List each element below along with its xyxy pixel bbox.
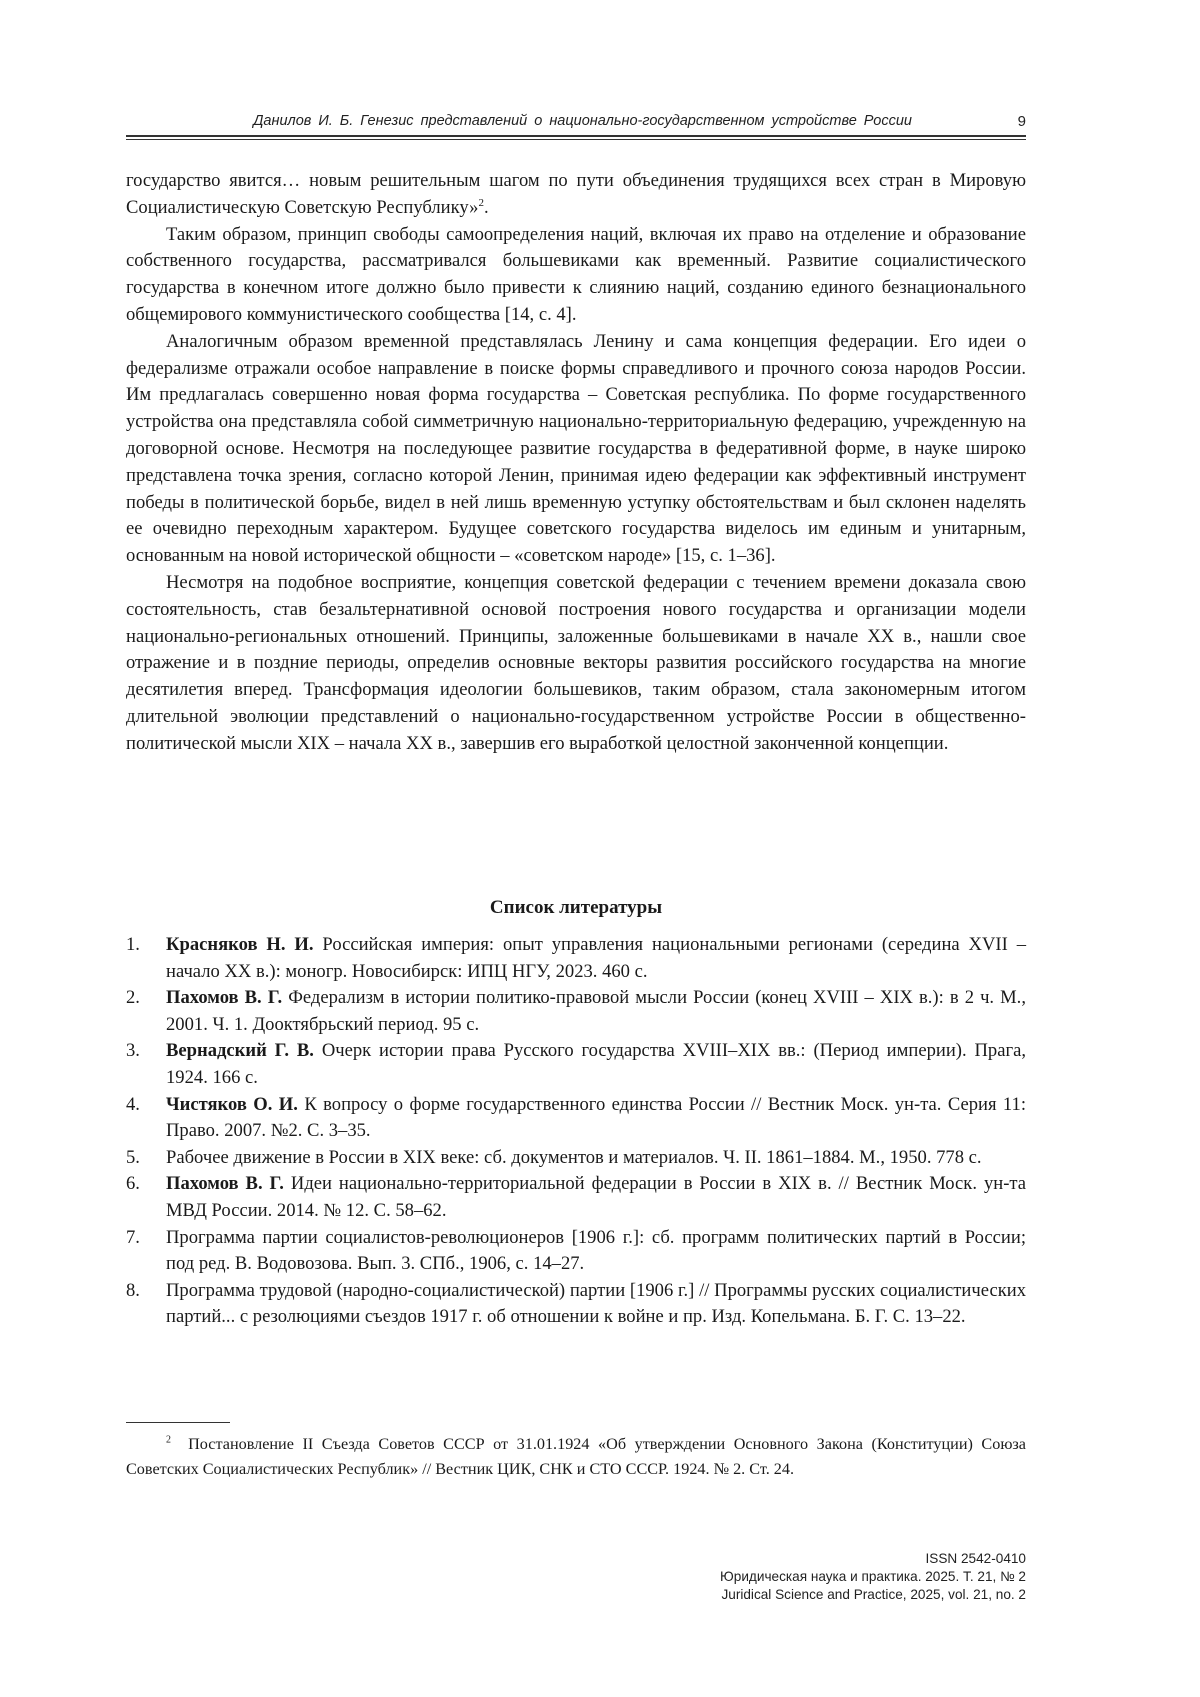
running-header bbox=[126, 113, 1026, 135]
reference-author: Пахомов В. Г. bbox=[166, 987, 283, 1009]
running-title: Данилов И. Б. Генезис представлений о национально-государственном устройстве России bbox=[253, 113, 912, 129]
reference-item bbox=[126, 985, 1026, 1038]
reference-item bbox=[126, 1171, 1026, 1224]
reference-item bbox=[126, 1225, 1026, 1278]
reference-author: Пахомов В. Г. bbox=[166, 1173, 284, 1195]
journal-ru: Юридическая наука и практика. 2025. Т. 21, № 2 bbox=[720, 1569, 1026, 1584]
reference-item bbox=[126, 1092, 1026, 1145]
reference-number: 5. bbox=[126, 1146, 140, 1168]
reference-text: Рабочее движение в России в XIX веке: сб. документов и материалов. Ч. II. 1861–1884. М., 1950. 778 с. bbox=[166, 1146, 982, 1168]
footnote-rule bbox=[126, 1422, 230, 1423]
reference-text: Идеи национально-территориальной федерации в России в XIX в. // Вестник Моск. ун-та МВД России. 2014. № 12. С. 58–62. bbox=[166, 1173, 1026, 1221]
reference-author: Вернадский Г. В. bbox=[166, 1040, 314, 1062]
references-title: Список литературы bbox=[489, 897, 663, 918]
footnote-number: 2 bbox=[166, 1434, 171, 1446]
reference-item bbox=[126, 1145, 1026, 1172]
reference-text: Очерк истории права Русского государства XVIII–XIX вв.: (Период империи). Прага, 1924. 166 с. bbox=[166, 1040, 1026, 1088]
page bbox=[126, 0, 1026, 1697]
reference-number: 3. bbox=[126, 1040, 140, 1062]
footnote-text: Постановление II Съезда Советов СССР от 31.01.1924 «Об утверждении Основного Закона (Конституции) Союза Советских Социалистических Республик» // Вестник ЦИК, СНК и СТО СССР. 1924. № 2. Ст. 24. bbox=[126, 1435, 1026, 1478]
reference-author: Чистяков О. И. bbox=[166, 1093, 298, 1115]
reference-text: К вопросу о форме государственного единства России // Вестник Моск. ун-та. Серия 11: Право. 2007. №2. С. 3–35. bbox=[166, 1093, 1026, 1142]
footnote bbox=[126, 1432, 1026, 1481]
reference-text: Федерализм в истории политико-правовой мысли России (конец XVIII – XIX в.): в 2 ч. М., 2001. Ч. 1. Дооктябрьский период. 95 с. bbox=[166, 987, 1026, 1035]
header-rule bbox=[126, 135, 1026, 137]
reference-item bbox=[126, 932, 1026, 985]
reference-number: 4. bbox=[126, 1093, 140, 1115]
paragraph-3: Аналогичным образом временной представлялась Ленину и сама концепция федерации. Его идеи о федерализме отражали особое направление в поиске формы справедливого и прочного союза народов России. Им предлагалась совершенно новая форма государства – Советская республика. По форме государственного устройства она представляла собой симметричную национально-территориальную федерацию, учрежденную на договорной основе. Несмотря на последующее развитие государства в федеративной форме, в науке широко представлена точка зрения, согласно которой Ленин, принимая идею федерации как эффективный инструмент победы в политической борьбе, видел в ней лишь временную уступку обстоятельствам и был склонен наделять ее очевидно переходным характером. Будущее советского государства виделось им единым и унитарным, основанным на новой исторической общности – «советском народе» [15, с. 1–36]. bbox=[126, 330, 1026, 567]
issn: ISSN 2542-0410 bbox=[925, 1551, 1026, 1566]
references-list bbox=[126, 932, 1026, 1331]
reference-text: Программа трудовой (народно-социалистической) партии [1906 г.] // Программы русских социалистических партий... с резолюциями съездов 1917 г. об отношении к войне и пр. Изд. Копельмана. Б. Г. С. 13–22. bbox=[166, 1279, 1026, 1328]
reference-number: 2. bbox=[126, 987, 140, 1009]
reference-number: 1. bbox=[126, 934, 140, 955]
reference-text: Программа партии социалистов-революционеров [1906 г.]: сб. программ политических партий в России; под ред. В. Водовозова. Вып. 3. СПб., 1906, с. 14–27. bbox=[166, 1226, 1026, 1275]
header-rule-thin bbox=[126, 139, 1026, 140]
journal-en: Juridical Science and Practice, 2025, vol. 21, no. 2 bbox=[721, 1587, 1026, 1602]
reference-item bbox=[126, 1278, 1026, 1331]
body-text bbox=[126, 168, 1026, 758]
reference-item bbox=[126, 1038, 1026, 1091]
reference-number: 8. bbox=[126, 1279, 140, 1301]
paragraph-4: Несмотря на подобное восприятие, концепция советской федерации с течением времени доказала свою состоятельность, став безальтернативной основой построения нового государства и организации модели национально-региональных отношений. Принципы, заложенные большевиками в начале XX в., нашли свое отражение и в поздние периоды, определив основные векторы развития российского государства на многие десятилетия вперед. Трансформация идеологии большевиков, таким образом, стала закономерным итогом длительной эволюции представлений о национально-государственном устройстве России в общественно-политической мысли XIX – начала XX в., завершив его выработкой целостной законченной концепции. bbox=[126, 571, 1026, 754]
page-number: 9 bbox=[1017, 113, 1026, 130]
paragraph-1: государство явится… новым решительным шагом по пути объединения трудящихся всех стран в Мировую Социалистическую Советскую Республику»$^2$. bbox=[126, 170, 1026, 218]
journal-footer bbox=[720, 1550, 1026, 1604]
paragraph-2: Таким образом, принцип свободы самоопределения наций, включая их право на отделение и образование собственного государства, рассматривался большевиками как временный. Развитие социалистического государства в конечном итоге должно было привести к слиянию наций, созданию единого безнационального общемирового коммунистического сообщества [14, с. 4]. bbox=[126, 223, 1026, 325]
footnote-ref[interactable]: 2 bbox=[478, 196, 484, 209]
reference-number: 7. bbox=[126, 1226, 140, 1248]
reference-author: Красняков Н. И. bbox=[166, 934, 314, 955]
reference-text: Российская империя: опыт управления национальными регионами (середина XVII – начало XX в.): моногр. Новосибирск: ИПЦ НГУ, 2023. 460 с. bbox=[166, 934, 1027, 982]
reference-number: 6. bbox=[126, 1173, 140, 1195]
